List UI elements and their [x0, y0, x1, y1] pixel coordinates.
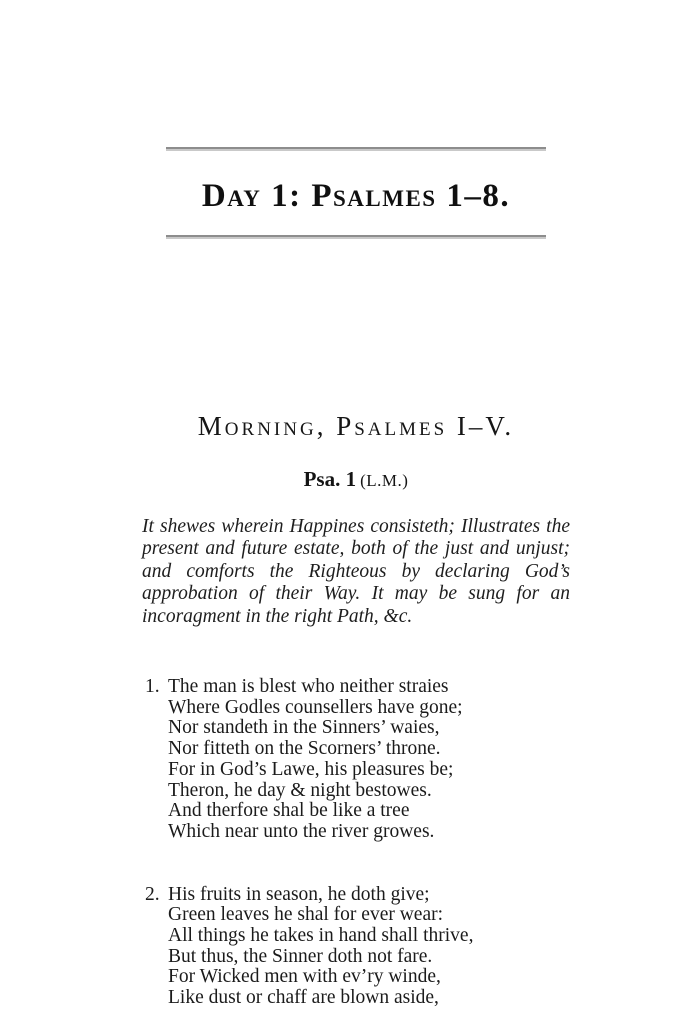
verse-line: Like dust or chaff are blown aside, — [168, 987, 439, 1009]
verse-line: But thus, the Sinner doth not fare. — [168, 945, 433, 967]
day-title: Day 1: Psalmes 1–8. — [201, 178, 511, 214]
psalm-number: Psa. 1 — [303, 467, 357, 491]
verse-line: Theron, he day & night bestowes. — [168, 779, 432, 801]
text-column — [142, 0, 570, 1009]
divider-rule-bottom — [166, 235, 546, 239]
psalm-heading — [142, 466, 570, 495]
verse-line: Green leaves he shal for ever wear: — [168, 904, 444, 926]
verse-line: Where Godles counsellers have gone; — [168, 696, 463, 718]
psalm-argument: It shewes wherein Happines consisteth; Illustrates the present and future estate, both of the just and unjust; and comforts the Righteous by declaring God’s approbation of their Way. It may be sung for an incoragment in the right Path, &c. — [142, 516, 570, 627]
verse-lines — [168, 885, 570, 1009]
verse-line: Which near unto the river growes. — [168, 820, 435, 842]
verse-lines — [168, 677, 570, 843]
divider-rule-top — [166, 147, 546, 151]
verse-line: His fruits in season, he doth give; — [168, 883, 430, 905]
verse-line: And therfore shal be like a tree — [168, 800, 410, 822]
verse-line: Nor fitteth on the Scorners’ throne. — [168, 738, 441, 760]
verse-line: Nor standeth in the Sinners’ waies, — [168, 717, 440, 739]
psalm-meter: (L.M.) — [360, 471, 409, 490]
verse — [142, 677, 570, 843]
verse-line: All things he takes in hand shall thrive, — [168, 925, 474, 947]
verse-line: For Wicked men with ev’ry winde, — [168, 966, 441, 988]
verse-number: 1. — [145, 676, 160, 698]
verse-number: 2. — [145, 883, 160, 905]
verse — [142, 885, 570, 1009]
section-heading: Morning, Psalmes I–V. — [197, 411, 515, 441]
verse-line: The man is blest who neither straies — [168, 676, 449, 698]
verse-line: For in God’s Lawe, his pleasures be; — [168, 758, 454, 780]
